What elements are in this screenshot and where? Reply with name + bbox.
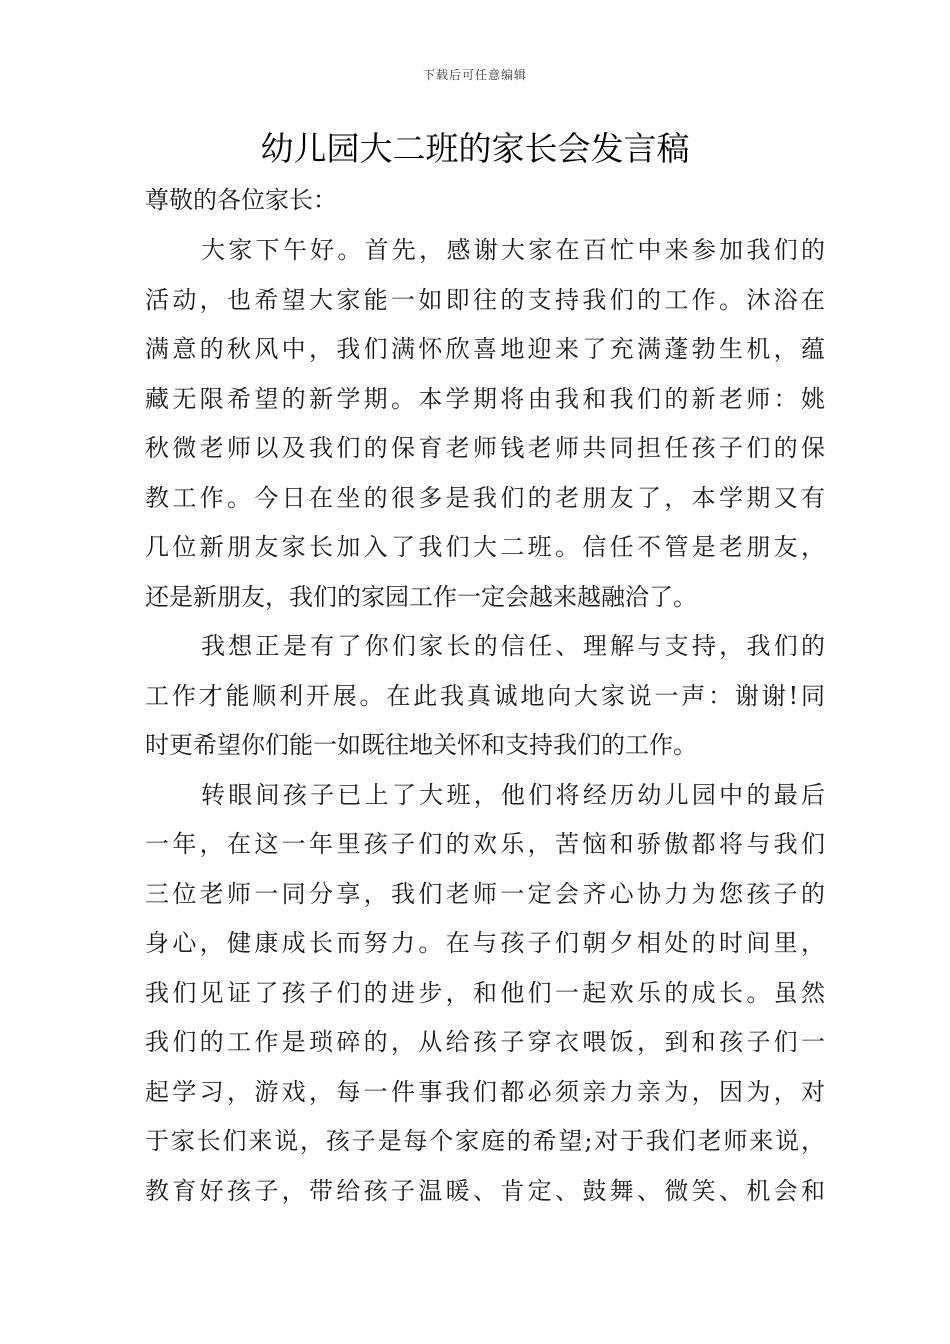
text-line: 藏无限希望的新学期。本学期将由我和我们的新老师：姚 [145, 384, 825, 413]
text-line: 起学习，游戏，每一件事我们都必须亲力亲为，因为，对 [145, 1077, 825, 1106]
document-title: 幼儿园大二班的家长会发言稿 [260, 129, 690, 168]
text-line: 我们见证了孩子们的进步，和他们一起欢乐的成长。虽然 [145, 978, 825, 1007]
paragraph-2 [145, 622, 825, 771]
paragraph-1 [145, 226, 825, 622]
text-line: 时更希望你们能一如既往地关怀和支持我们的工作。 [145, 731, 697, 759]
text-line: 教育好孩子，带给孩子温暖、肯定、鼓舞、微笑、机会和 [145, 1176, 825, 1205]
text-line: 秋微老师以及我们的保育老师钱老师共同担任孩子们的保 [145, 434, 825, 462]
text-line: 活动，也希望大家能一如即往的支持我们的工作。沐浴在 [145, 285, 825, 314]
text-line: 我想正是有了你们家长的信任、理解与支持，我们的 [201, 632, 825, 660]
text-line: 于家长们来说，孩子是每个家庭的希望;对于我们老师来说， [145, 1127, 825, 1155]
text-line: 还是新朋友，我们的家园工作一定会越来越融洽了。 [145, 582, 697, 611]
text-line: 教工作。今日在坐的很多是我们的老朋友了，本学期又有 [145, 483, 825, 512]
text-line: 大家下午好。首先，感谢大家在百忙中来参加我们的 [201, 236, 825, 264]
text-line: 一年，在这一年里孩子们的欢乐，苦恼和骄傲都将与我们 [145, 830, 825, 858]
header-note: 下载后可任意编辑 [422, 68, 527, 82]
text-line: 满意的秋风中，我们满怀欣喜地迎来了充满蓬勃生机，蕴 [145, 335, 825, 363]
paragraph-3 [145, 771, 825, 1217]
text-line: 三位老师一同分享，我们老师一定会齐心协力为您孩子的 [145, 879, 825, 908]
text-line: 身心，健康成长而努力。在与孩子们朝夕相处的时间里， [145, 929, 825, 957]
text-line: 我们的工作是琐碎的，从给孩子穿衣喂饭，到和孩子们一 [145, 1028, 825, 1056]
text-line: 工作才能顺利开展。在此我真诚地向大家说一声：谢谢!同 [145, 681, 825, 710]
body-text [145, 226, 825, 1216]
text-line: 几位新朋友家长加入了我们大二班。信任不管是老朋友， [145, 533, 825, 561]
salutation: 尊敬的各位家长： [145, 186, 337, 214]
text-line: 转眼间孩子已上了大班，他们将经历幼儿园中的最后 [201, 780, 825, 809]
